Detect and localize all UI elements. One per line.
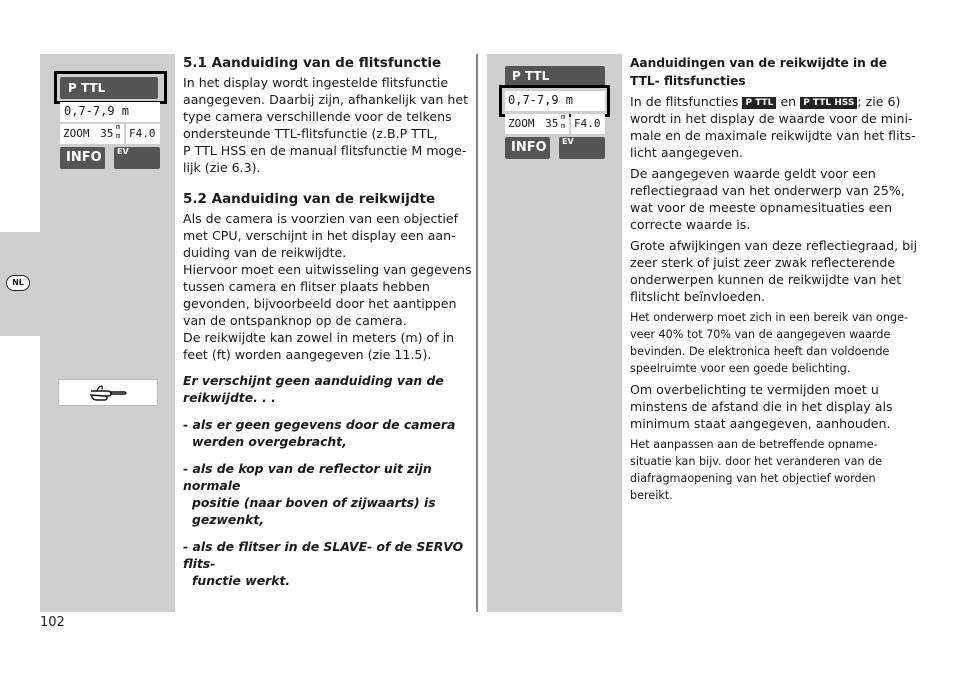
text-line: van de ontspanknop op de camera. [183,313,407,328]
paragraph-1 [630,93,930,161]
section-heading: 5.1 Aanduiding van de flitsfunctie [183,55,442,71]
text-line: veer 40% tot 70% van de aangegeven waarde [630,328,891,341]
section-5-1 [183,54,473,176]
text-line: aangegeven. Daarbij zijn, afhankelijk van het [183,92,469,107]
text-fragment: en [780,94,797,109]
text-line: situatie kan bijv. door het veranderen van de [630,455,883,468]
paragraph-6 [630,436,930,504]
text-line: licht aangegeven. [630,145,743,160]
text-line: wat voor de meeste opnamesituaties een [630,200,893,215]
p-ttl-badge: P TTL [742,97,776,109]
zoom-value: 35 [100,127,114,140]
text-line: minimum staat aangegeven, aanhouden. [630,416,891,431]
text-line: De reikwijdte kan zowel in meters (m) of in [183,330,455,345]
text-line [630,93,930,110]
note-bullet-line: functie werkt. [192,573,291,588]
text-line: tussen camera en flitser plaats hebben [183,279,430,294]
text-line: Het onderwerp moet zich in een bereik van onge- [630,311,909,324]
note-intro-line: reikwijdte. . . [183,390,276,405]
note-intro-line: Er verschijnt geen aanduiding van de [183,373,444,388]
text-line: onderwerpen kunnen de reikwijdte van het [630,272,902,287]
text-line: feet (ft) worden aangegeven (zie 11.5). [183,347,432,362]
text-line: wordt in het display de waarde voor de mini- [630,111,913,126]
heading-line: Aanduidingen van de reikwijdte in de [630,56,888,70]
info-button: INFO [60,147,105,169]
paragraph-5 [630,381,930,432]
text-line: gevonden, bijvoorbeeld door het aantippen [183,296,457,311]
text-line: P TTL HSS en de manual flitsfunctie M moge- [183,143,467,158]
text-line: In het display wordt ingestelde flitsfunctie [183,75,449,90]
range-readout: 0,7-7,9 m [505,91,605,111]
zoom-unit-bottom: m [561,122,566,130]
note-bullet-line: - als de flitser in de SLAVE- of de SERVO flits- [183,539,464,571]
zoom-unit-bottom: m [116,132,121,140]
text-line: met CPU, verschijnt in het display een aan- [183,228,456,243]
zoom-readout [505,114,569,134]
zoom-unit-top: m [116,123,121,131]
text-line: speelruimte voor een goede belichting. [630,362,851,375]
text-fragment: ; zie 6) [857,94,901,109]
note-bullet-line: positie (naar boven of zijwaarts) is [192,495,436,510]
note-bullet-line: - als de kop van de reflector uit zijn normale [183,461,432,493]
p-ttl-hss-badge: P TTL HSS [800,97,857,109]
zoom-label: ZOOM [508,117,535,130]
text-line: Grote afwijkingen van deze reflectiegraad, bij [630,238,918,253]
text-line: male en de maximale reikwijdte van het flits- [630,128,916,143]
zoom-value: 35 [545,117,559,130]
zoom-readout [60,124,124,144]
text-line: duiding van de reikwijdte. [183,245,347,260]
column-heading [630,54,930,90]
text-line: bereikt. [630,489,673,502]
text-line: zeer sterk of juist zeer zwak reflecterende [630,255,896,270]
ev-button: EV [114,147,160,169]
text-line: De aangegeven waarde geldt voor een [630,166,876,181]
text-line: correcte waarde is. [630,217,751,232]
note-bullet-line: werden overgebracht, [192,434,347,449]
text-line: Hiervoor moet een uitwisseling van gegevens [183,262,472,277]
pointing-hand-icon [89,383,129,403]
text-line: Om overbelichting te vermijden moet u [630,382,879,397]
info-button: INFO [505,137,550,159]
text-line: ondersteunde TTL-flitsfunctie (z.B.P TTL, [183,126,438,141]
mode-indicator: P TTL [60,77,158,99]
zoom-label: ZOOM [63,127,90,140]
page-number: 102 [40,615,65,630]
aperture-readout: F4.0 [126,124,160,144]
paragraph-3 [630,237,930,305]
section-body [183,74,473,176]
ev-button: EV [559,137,605,159]
note-block [183,372,473,589]
text-line: reflectiegraad van het onderwerp van 25%, [630,183,905,198]
note-bullet-line: gezwenkt, [192,512,265,527]
paragraph-4 [630,309,930,377]
section-heading: 5.2 Aanduiding van de reikwijdte [183,191,436,207]
zoom-unit-top: m [561,113,566,121]
mode-indicator: P TTL [505,66,605,88]
range-highlight-frame [499,85,610,117]
paragraph-2 [630,165,930,233]
text-line: diafragmaopening van het objectief worden [630,472,876,485]
text-line: type camera verschillende voor de telkens [183,109,452,124]
section-5-2 [183,190,473,363]
note-bullet-line: - als er geen gegevens door de camera [183,417,456,432]
text-line: bevinden. De elektronica heeft dan voldoende [630,345,890,358]
aperture-readout: F4.0 [571,114,605,134]
text-line: minstens de afstand die in het display als [630,399,893,414]
range-readout: 0,7-7,9 m [60,102,160,122]
note-icon-box [58,379,158,406]
text-line: Als de camera is voorzien van een objectief [183,211,459,226]
column-divider [476,54,478,612]
right-text-column [630,54,930,504]
heading-line: TTL- flitsfuncties [630,74,746,88]
text-line: flitslicht beïnvloeden. [630,289,766,304]
language-badge: NL [6,275,30,291]
text-line: Het aanpassen aan de betreffende opname- [630,438,878,451]
text-fragment: In de flitsfuncties [630,94,739,109]
mode-highlight-frame [54,71,167,104]
text-line: lijk (zie 6.3). [183,160,261,175]
section-body [183,210,473,363]
